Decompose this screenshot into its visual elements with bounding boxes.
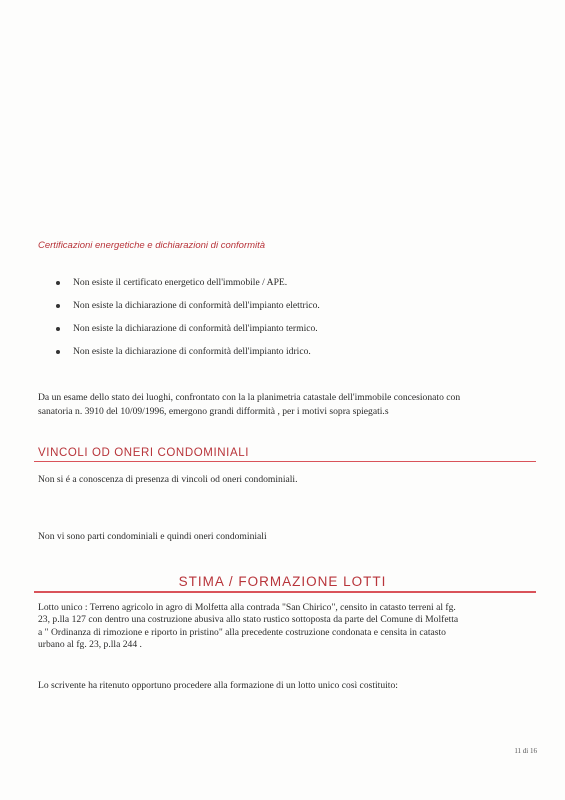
lotto-line: a " Ordinanza di rimozione e riporto in pristino" alla precedente costruzione condonata e censita in catasto	[38, 626, 446, 638]
stima-title: STIMA / FORMAZIONE LOTTI	[178, 574, 387, 589]
vincoli-title: VINCOLI OD ONERI CONDOMINIALI	[38, 447, 250, 459]
bullet-icon	[56, 327, 60, 331]
certificazioni-heading: Certificazioni energetiche e dichiarazioni di conformità	[38, 240, 266, 251]
exam-line: Da un esame dello stato dei luoghi, confrontato con la la planimetria catastale dell'immobile concesionato con	[38, 392, 461, 403]
exam-line: sanatoria n. 3910 del 10/09/1996, emergono grandi difformità , per i motivi sopra spiegati.s	[38, 406, 389, 417]
bullet-icon	[56, 304, 60, 308]
condominiali-text: Non vi sono parti condominiali e quindi oneri condominiali	[38, 531, 267, 542]
list-item-text: Non esiste la dichiarazione di conformità dell'impianto elettrico.	[73, 300, 320, 311]
list-item-text: Non esiste il certificato energetico dell'immobile / APE.	[73, 277, 288, 288]
lotto-line: Lotto unico : Terreno agricolo in agro di Molfetta alla contrada "San Chirico", censito in catasto terreni al fg.	[38, 602, 456, 613]
list-item	[56, 299, 320, 322]
list-item-text: Non esiste la dichiarazione di conformità dell'impianto idrico.	[73, 346, 311, 357]
bullet-icon	[56, 350, 60, 354]
bullet-icon	[56, 281, 60, 285]
lotto-line: urbano al fg. 23, p.lla 244 .	[38, 639, 142, 651]
list-item-text: Non esiste la dichiarazione di conformità dell'impianto termico.	[73, 323, 318, 334]
list-item	[56, 345, 320, 368]
list-item	[56, 322, 320, 345]
exam-paragraph	[38, 391, 538, 419]
page-number: 11 di 16	[514, 747, 537, 755]
list-item	[56, 276, 320, 299]
vincoli-text: Non si é a conoscenza di presenza di vincoli od oneri condominiali.	[38, 474, 298, 485]
certificazioni-list	[56, 276, 320, 368]
lotto-paragraph	[38, 602, 538, 652]
lotto-line: 23, p.lla 127 con dentro una costruzione abusiva allo stato rustico sottoposta da parte del Comune di Molfetta	[38, 614, 459, 626]
scrivente-paragraph: Lo scrivente ha ritenuto opportuno procedere alla formazione di un lotto unico così costituito:	[38, 680, 398, 691]
vincoli-divider	[34, 461, 536, 462]
stima-divider	[34, 591, 536, 593]
